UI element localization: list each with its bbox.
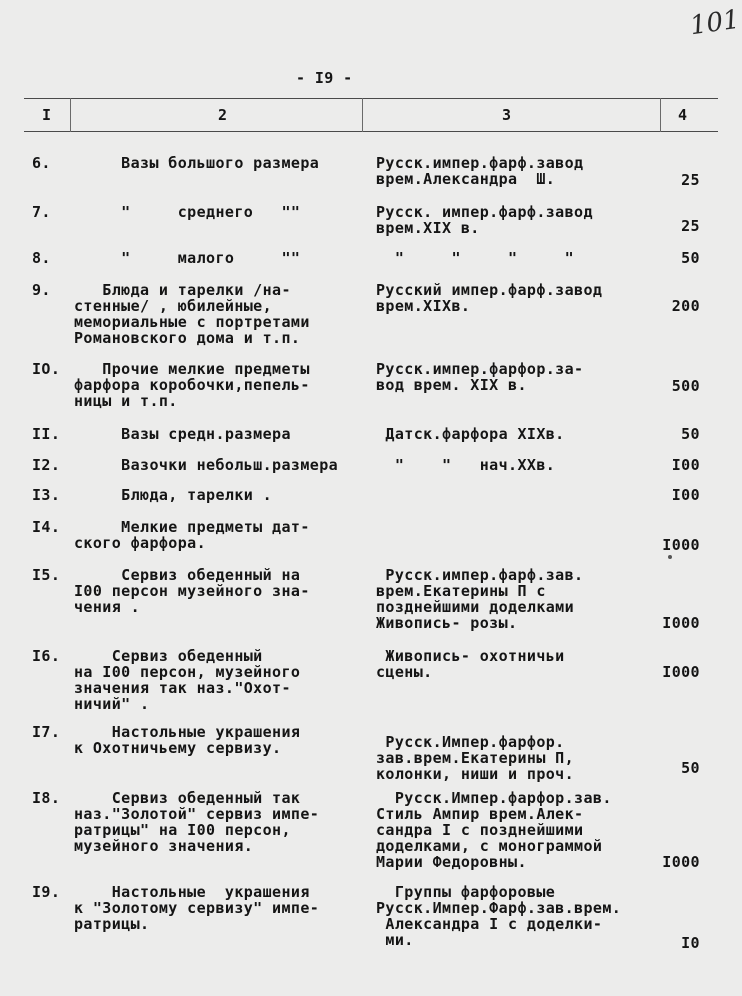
ink-spot [668,555,672,559]
item-description: Вазочки небольш.размера [74,456,339,474]
item-description: " малого "" [74,249,301,267]
item-source: " " нач.ХХв. [376,456,556,474]
item-source: Живопись- охотничьи сцены. [376,647,565,681]
item-quantity: 50 [681,425,700,443]
item-source: Русск.Импер.фарфор. зав.врем.Екатерины П, колонки, ниши и проч. [376,733,575,783]
item-source: Русск.импер.фарф.завод врем.Александра Ш. [376,154,584,188]
row-number: 8. [32,249,51,267]
item-description: " среднего "" [74,203,301,221]
item-quantity: 25 [681,217,700,235]
row-number: I7. [32,723,61,741]
row-number: I4. [32,518,61,536]
item-quantity: I000 [662,614,700,632]
row-number: 6. [32,154,51,172]
column-header-2: 2 [218,106,228,124]
item-description: Мелкие предметы дат- ского фарфора. [74,518,310,552]
column-header-4: 4 [678,106,688,124]
column-divider-3 [660,98,661,132]
item-source: Датск.фарфора ХIХв. [376,425,565,443]
item-description: Вазы средн.размера [74,425,291,443]
item-quantity: 25 [681,171,700,189]
item-source: Русский импер.фарф.завод врем.ХIХв. [376,281,603,315]
item-source: Русск.Импер.фарфор.зав. Стиль Ампир врем.Алек- сандра I с позднейшими доделками, с монограммой Марии Федоровны. [376,789,612,871]
item-quantity: I00 [671,456,700,474]
row-number: I9. [32,883,61,901]
item-quantity: 50 [681,759,700,777]
row-number: I8. [32,789,61,807]
row-number: I3. [32,486,61,504]
item-quantity: I0 [681,934,700,952]
table-header-rule [24,131,718,132]
item-description: Сервиз обеденный так наз."Золотой" сервиз импе- ратрицы" на I00 персон, музейного значения. [74,789,320,855]
row-number: I6. [32,647,61,665]
item-source: Русск.импер.фарф.зав. врем.Екатерины П с позднейшими доделками Живопись- розы. [376,566,584,632]
column-divider-2 [362,98,363,132]
item-source: " " " " [376,249,575,267]
item-quantity: I000 [662,853,700,871]
item-quantity: 50 [681,249,700,267]
item-source: Русск.импер.фарфор.за- вод врем. ХIХ в. [376,360,584,394]
item-source: Группы фарфоровые Русск.Импер.Фарф.зав.врем. Александра I с доделки- ми. [376,883,622,949]
item-source: Русск. импер.фарф.завод врем.ХIХ в. [376,203,593,237]
row-number: 9. [32,281,51,299]
column-header-3: 3 [502,106,512,124]
column-divider-1 [70,98,71,132]
handwritten-page-mark: 101 [688,4,742,42]
item-quantity: 500 [671,377,700,395]
row-number: I5. [32,566,61,584]
item-description: Блюда и тарелки /на- стенные/ , юбилейные, мемориальные с портретами Романовского дома и т.п. [74,281,310,347]
row-number: IO. [32,360,61,378]
table-top-rule [24,98,718,99]
item-quantity: I000 [662,663,700,681]
item-description: Сервиз обеденный на I00 персон музейного зна- чения . [74,566,310,616]
row-number: I2. [32,456,61,474]
item-description: Блюда, тарелки . [74,486,273,504]
item-quantity: 200 [671,297,700,315]
row-number: 7. [32,203,51,221]
item-description: Сервиз обеденный на I00 персон, музейного значения так наз."Охот- ничий" . [74,647,301,713]
item-description: Настольные украшения к Охотничьему сервизу. [74,723,301,757]
item-description: Настольные украшения к "Золотому сервизу" импе- ратрицы. [74,883,320,933]
column-header-1: I [42,106,52,124]
page-number: - I9 - [296,69,353,87]
item-description: Вазы большого размера [74,154,320,172]
item-description: Прочие мелкие предметы фарфора коробочки,пепель- ницы и т.п. [74,360,310,410]
row-number: II. [32,425,61,443]
item-quantity: I00 [671,486,700,504]
item-quantity: I000 [662,536,700,554]
